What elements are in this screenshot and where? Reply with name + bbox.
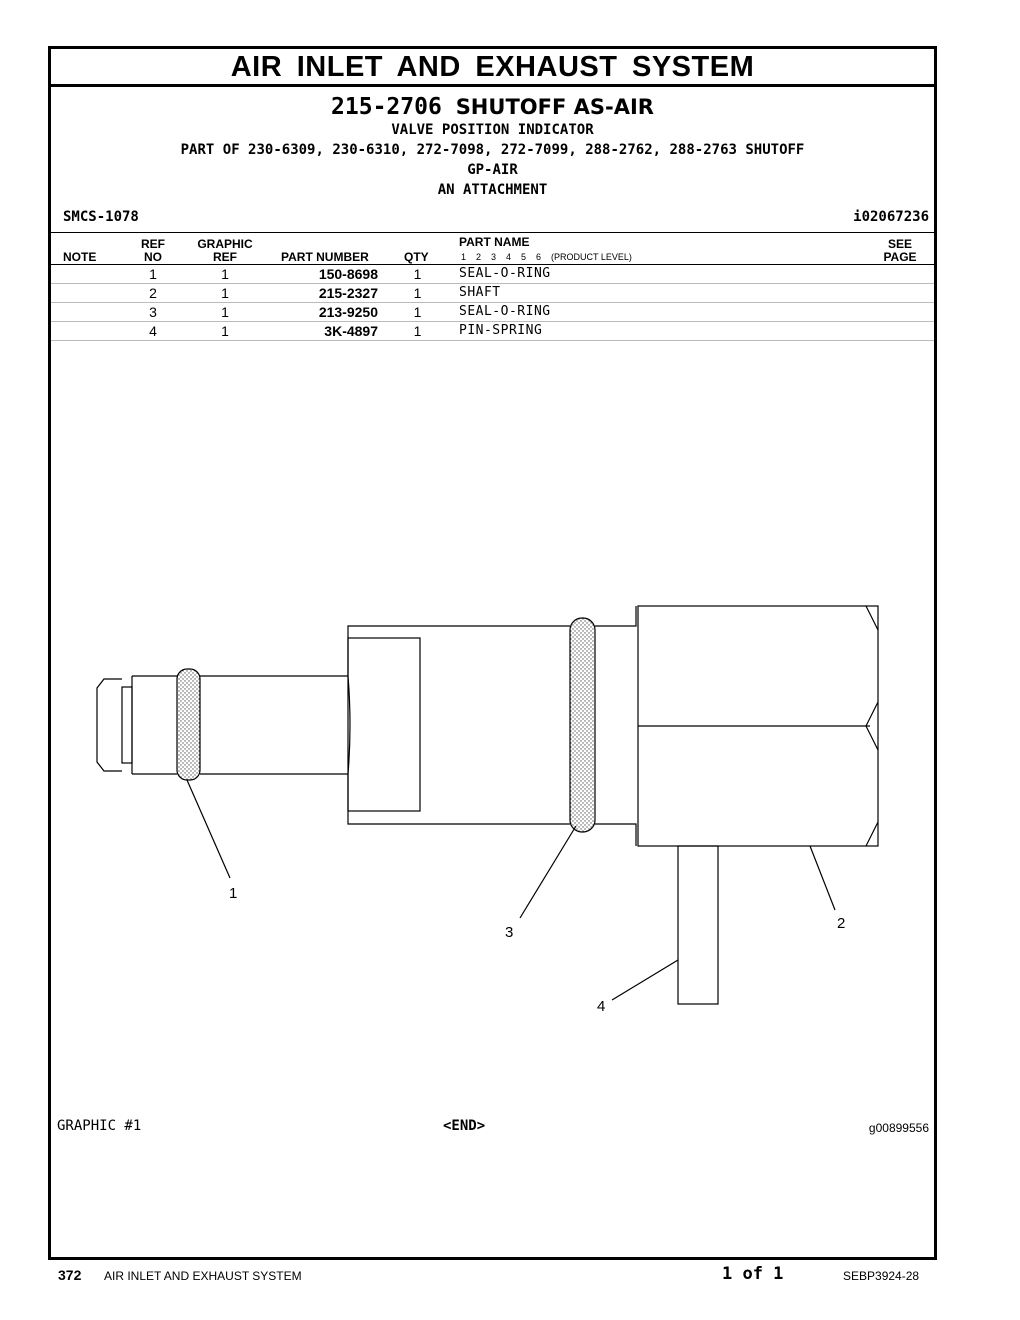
row-graphic-ref: 1 bbox=[221, 285, 229, 301]
col-ref-no-line1: REF bbox=[141, 237, 165, 251]
graphic-id: g00899556 bbox=[868, 1121, 929, 1135]
col-see-page-line2: PAGE bbox=[883, 250, 917, 264]
col-note: NOTE bbox=[63, 250, 97, 264]
part-name: SHUTOFF AS-AIR bbox=[455, 95, 654, 119]
leader-line-1 bbox=[187, 780, 230, 878]
product-levels: 1 2 3 4 5 6 (PRODUCT LEVEL) bbox=[461, 252, 632, 262]
col-part-name: PART NAME bbox=[459, 235, 530, 249]
graphic-label: GRAPHIC #1 bbox=[57, 1118, 142, 1134]
row-ref: 3 bbox=[149, 304, 157, 320]
row-part-name: PIN-SPRING bbox=[459, 323, 543, 338]
row-part-name: SEAL-O-RING bbox=[459, 266, 551, 281]
row-part-number[interactable]: 215-2327 bbox=[318, 285, 378, 301]
row-ref: 2 bbox=[149, 285, 157, 301]
row-graphic-ref: 1 bbox=[221, 266, 229, 282]
smcs-code: SMCS-1078 bbox=[63, 209, 139, 225]
leader-line-2 bbox=[810, 846, 835, 910]
section-title: AIR INLET AND EXHAUST SYSTEM bbox=[51, 49, 934, 87]
row-ref: 4 bbox=[149, 323, 157, 339]
row-qty: 1 bbox=[413, 304, 422, 320]
footer-page-number: 372 bbox=[58, 1267, 82, 1283]
end-marker: <END> bbox=[443, 1118, 486, 1134]
callout-4: 4 bbox=[597, 998, 606, 1015]
exploded-parts-illustration bbox=[51, 49, 934, 1257]
row-qty: 1 bbox=[413, 266, 422, 282]
seal-o-ring-large bbox=[570, 618, 595, 832]
col-ref-no-line2: NO bbox=[144, 250, 162, 264]
callout-2: 2 bbox=[837, 915, 846, 932]
hex-head bbox=[638, 606, 878, 846]
col-graphic-ref-line1: GRAPHIC bbox=[197, 237, 253, 251]
part-attachment: AN ATTACHMENT bbox=[437, 182, 548, 198]
page-frame bbox=[48, 46, 937, 1260]
callout-1: 1 bbox=[229, 885, 238, 902]
document-id: i02067236 bbox=[853, 209, 929, 225]
row-part-number[interactable]: 150-8698 bbox=[318, 266, 378, 282]
row-part-number[interactable]: 213-9250 bbox=[318, 304, 378, 320]
row-part-number[interactable]: 3K-4897 bbox=[324, 323, 378, 339]
row-qty: 1 bbox=[413, 285, 422, 301]
part-of-line: PART OF 230-6309, 230-6310, 272-7098, 272-7099, 288-2762, 288-2763 SHUTOFF bbox=[180, 142, 805, 158]
pin-spring bbox=[678, 846, 718, 1004]
seal-o-ring-small bbox=[177, 669, 200, 780]
leader-line-4 bbox=[612, 960, 678, 1000]
col-see-page-line1: SEE bbox=[887, 237, 912, 251]
footer-section: AIR INLET AND EXHAUST SYSTEM bbox=[104, 1269, 302, 1283]
row-ref: 1 bbox=[149, 266, 157, 282]
row-graphic-ref: 1 bbox=[221, 304, 229, 320]
part-group: GP-AIR bbox=[467, 162, 518, 178]
callout-3: 3 bbox=[505, 924, 514, 941]
part-description: VALVE POSITION INDICATOR bbox=[391, 122, 594, 138]
col-qty: QTY bbox=[404, 250, 429, 264]
row-qty: 1 bbox=[413, 323, 422, 339]
col-graphic-ref-line2: REF bbox=[213, 250, 237, 264]
footer-document: SEBP3924-28 bbox=[843, 1269, 920, 1283]
leader-line-3 bbox=[520, 826, 576, 918]
row-graphic-ref: 1 bbox=[221, 323, 229, 339]
part-number: 215-2706 bbox=[331, 94, 442, 120]
shaft-tip bbox=[97, 676, 177, 774]
footer-page-of: 1 of 1 bbox=[722, 1264, 784, 1284]
col-part-number: PART NUMBER bbox=[281, 250, 369, 264]
row-part-name: SEAL-O-RING bbox=[459, 304, 551, 319]
row-part-name: SHAFT bbox=[459, 285, 501, 300]
